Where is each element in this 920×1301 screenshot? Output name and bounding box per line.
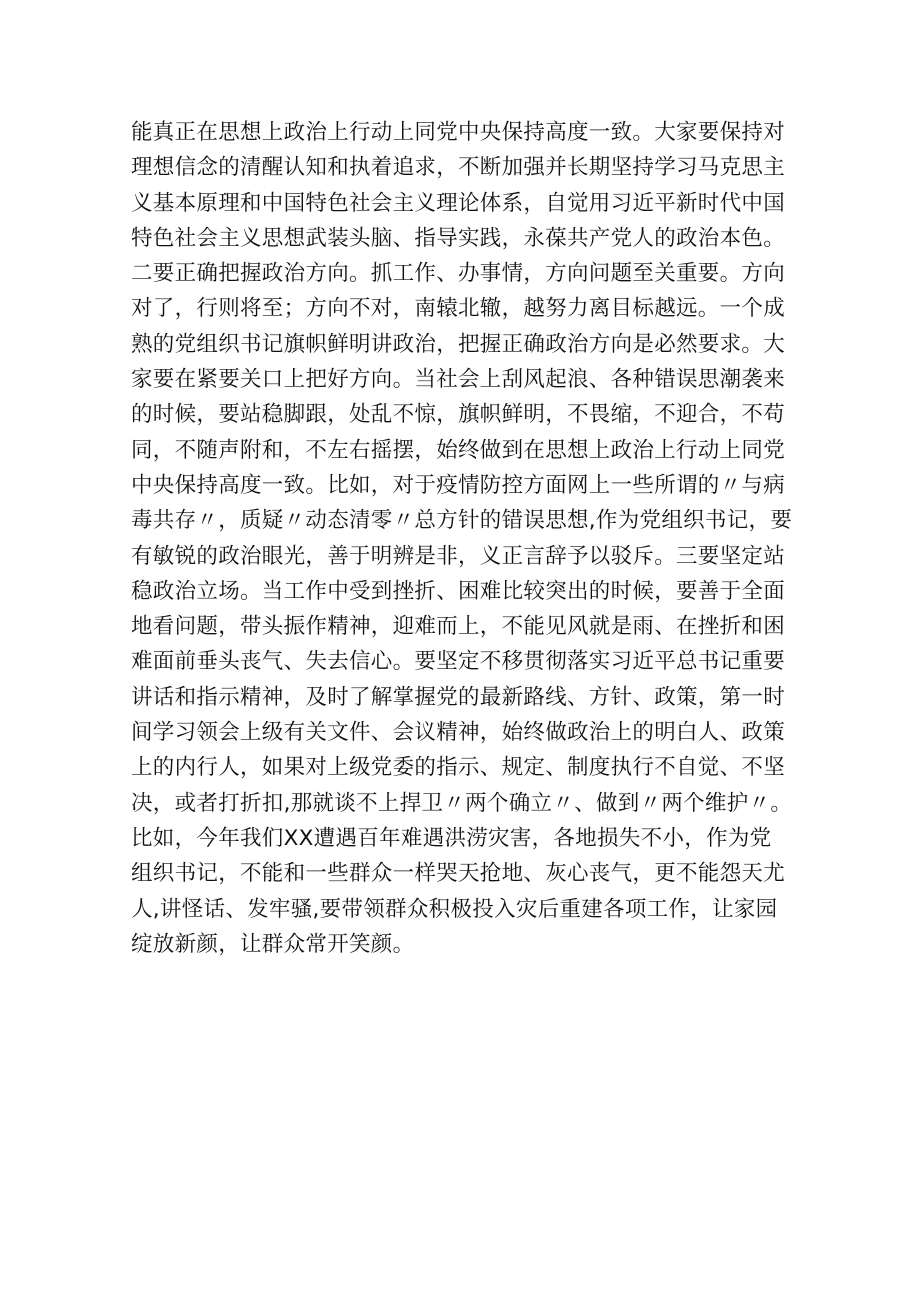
text-line: 决，或者打折扣,那就谈不上捍卫〃两个确立〃、做到〃两个维护〃。 [131, 790, 793, 816]
body-paragraph [131, 115, 811, 962]
text-line: 绽放新颜，让群众常开笑颜。 [131, 931, 415, 957]
text-line: 同，不随声附和，不左右摇摆，始终做到在思想上政治上行动上同党 [131, 437, 786, 463]
text-line: 组织书记，不能和一些群众一样哭天抢地、灰心丧气，更不能怨天尤 [131, 861, 786, 887]
text-line: 比如，今年我们XX遭遇百年难遇洪涝灾害，各地损失不小，作为党 [131, 825, 772, 851]
text-line: 特色社会主义思想武装头脑、指导实践，永葆共产党人的政治本色。 [131, 225, 786, 251]
text-line: 人,讲怪话、发牢骚,要带领群众积极投入灾后重建各项工作，让家园 [131, 896, 778, 922]
text-line: 难面前垂头丧气、失去信心。要坚定不移贯彻落实习近平总书记重要 [131, 649, 786, 675]
text-line: 的时候，要站稳脚跟，处乱不惊，旗帜鲜明，不畏缩，不迎合，不苟 [131, 402, 786, 428]
text-line: 毒共存〃，质疑〃动态清零〃总方针的错误思想,作为党组织书记，要 [131, 508, 793, 534]
text-line: 对了，行则将至；方向不对，南辕北辙，越努力离目标越远。一个成 [131, 296, 786, 322]
text-line: 稳政治立场。当工作中受到挫折、困难比较突出的时候，要善于全面 [131, 578, 786, 604]
text-line: 家要在紧要关口上把好方向。当社会上刮风起浪、各种错误思潮袭来 [131, 367, 786, 393]
text-line: 间学习领会上级有关文件、会议精神，始终做政治上的明白人、政策 [131, 720, 786, 746]
text-line: 地看问题，带头振作精神，迎难而上，不能见风就是雨、在挫折和困 [131, 614, 786, 640]
text-line: 有敏锐的政治眼光，善于明辨是非，义正言辞予以驳斥。三要坚定站 [131, 543, 786, 569]
text-line: 熟的党组织书记旗帜鲜明讲政治，把握正确政治方向是必然要求。大 [131, 331, 786, 357]
text-line: 上的内行人，如果对上级党委的指示、规定、制度执行不自觉、不坚 [131, 755, 786, 781]
text-line: 义基本原理和中国特色社会主义理论体系，自觉用习近平新时代中国 [131, 190, 786, 216]
text-line: 讲话和指示精神，及时了解掌握党的最新路线、方针、政策，第一时 [131, 684, 786, 710]
text-line: 二要正确把握政治方向。抓工作、办事情，方向问题至关重要。方向 [131, 261, 786, 287]
text-line: 理想信念的清醒认知和执着追求，不断加强并长期坚持学习马克思主 [131, 155, 786, 181]
text-line: 能真正在思想上政治上行动上同党中央保持高度一致。大家要保持对 [131, 120, 786, 145]
text-line: 中央保持高度一致。比如，对于疫情防控方面网上一些所谓的〃与病 [131, 472, 786, 498]
